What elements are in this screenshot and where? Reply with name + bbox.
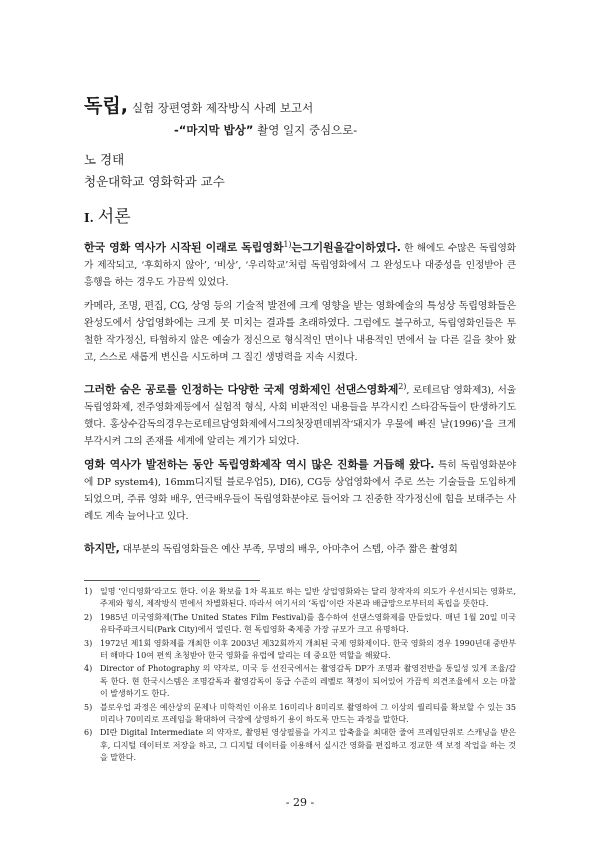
author-affiliation: 청운대학교 영화학과 교수 bbox=[84, 174, 225, 189]
footnote-text: 1985년 미국영화제(The United States Film Festival)를 흡수하여 선댄스영화제를 만들었다. 매년 1월 20일 미국 유타주파크시티(Park City)에서 열린다. 현 독립영화 축제중 가장 규모가 크고 유명하다. bbox=[100, 612, 516, 635]
title-rest: 실험 장편영화 제작방식 사례 보고서 bbox=[131, 101, 314, 115]
paragraph bbox=[84, 236, 516, 291]
footnote bbox=[84, 727, 516, 764]
paragraph bbox=[84, 456, 516, 525]
footnotes bbox=[84, 586, 516, 766]
footnote bbox=[84, 586, 516, 611]
footnote-divider bbox=[84, 580, 260, 581]
subtitle-rest: 촬영 일지 중심으로- bbox=[253, 123, 358, 137]
paragraph-body: 특히 독립영화분야에 DP system4), 16mm디지털 블로우업5), DI6), CG등 상업영화에서 주로 쓰는 기술들을 도입하게 되었으며, 주류 영화 배우, 연극배우들이 독립영화분야로 들어와 그 진중한 작가정신에 힘을 보태주는 사례도 계속 늘어나고 있다. bbox=[84, 460, 516, 522]
footnote bbox=[84, 663, 516, 700]
footnote-number: 1) bbox=[84, 587, 93, 596]
footnote-text: DI란 Digital Intermediate 의 약자로, 촬영된 영상필름을 가지고 압축율을 최대한 줄여 프레임단위로 스캐닝을 받은 후, 디지털 데이터로 저장을 하고, 그 디지털 데이터를 이용해서 실시간 영화를 편집하고 정교한 색 보정 작업을 하는 것을 말한다. bbox=[100, 728, 516, 763]
footnote bbox=[84, 612, 516, 637]
footnote-number: 6) bbox=[84, 728, 93, 738]
footnote-number: 2) bbox=[84, 612, 93, 622]
paragraph-lead: 하지만, bbox=[84, 542, 120, 555]
paragraph-body: 로테르담 영화제3), 서울독립영화제, 전주영화제등에서 실험적 형식, 사회 비판적인 내용들을 부각시킨 스타감독들이 탄생하기도 했다. 홍상수감독의경우는로테르담영화제에서그의첫장편데뷔작‘돼지가 우물에 빠진 날(1996)’을 크게 부각시켜 그의 존재를 세계에 알리는 계기가 되었다. bbox=[84, 385, 516, 448]
document-subtitle bbox=[174, 122, 357, 138]
page-number: - 29 - bbox=[285, 796, 315, 809]
footnote-text: 1972년 제1회 영화제를 개최한 이후 2003년 제32회까지 개최된 국제 영화제이다. 한국 영화의 경우 1990년대 중반부터 해마다 10여 편씩 초청받아 한국 영화를 유럽에 알리는 데 중요한 역할을 해왔다. bbox=[100, 638, 516, 661]
footnote-text: 일명 ‘인디영화’라고도 한다. 이윤 확보를 1차 목표로 하는 일반 상업영화와는 달리 창작자의 의도가 우선시되는 영화로, 주제와 형식, 제작방식 면에서 차별화된다. 따라서 여기서의 ‘독립’이란 자본과 배급망으로부터의 독립을 뜻한다. bbox=[100, 587, 516, 609]
footnote bbox=[84, 702, 516, 727]
section-title: 서론 bbox=[97, 207, 131, 227]
section-heading bbox=[84, 202, 131, 227]
section-number: I. bbox=[84, 211, 94, 225]
footnote-number: 3) bbox=[84, 638, 93, 648]
paragraph bbox=[84, 298, 516, 366]
footnote-ref: 1) bbox=[283, 239, 292, 249]
footnote-text: 블로우업 과정은 예산상의 문제나 미학적인 이유로 16미리나 8미리로 촬영하여 그 이상의 퀄리티를 확보할 수 있는 35미리나 70미리로 프레임을 확대하여 극장에 상영하기 용이 하도록 만드는 과정을 말한다. bbox=[100, 702, 516, 725]
title-main: 독립, bbox=[84, 95, 128, 117]
paragraph-lead-cont: , bbox=[406, 385, 410, 397]
subtitle-quote: -“마지막 밥상” bbox=[174, 123, 254, 137]
paragraph-lead: 그러한 숨은 공로를 인정하는 다양한 국제 영화제인 선댄스영화제 bbox=[84, 383, 399, 397]
footnote bbox=[84, 638, 516, 663]
author-name: 노 경태 bbox=[84, 152, 125, 167]
paragraph-body: 한 해에도 수많은 독립영화가 제작되고, ‘후회하지 않아’, ‘비상’, ‘우리학교’처럼 독립영화에서 그 완성도나 대중성을 인정받아 큰 흥행을 하는 경우도 가끔씩 있었다. bbox=[84, 243, 516, 289]
footnote-number: 5) bbox=[84, 702, 93, 712]
document-title bbox=[84, 95, 314, 117]
footnote-text: Director of Photography 의 약자로, 미국 등 선진국에서는 촬영감독 DP가 조명과 촬영전반을 통일성 있게 조율/감독 한다. 현 한국시스템은 조명감독과 촬영감독이 동급 수준의 레벨로 책정이 되어있어 가끔씩 의견조율에서 오는 마찰이 발생하기도 한다. bbox=[100, 664, 516, 699]
paragraph-lead-cont: 는그기원을같이하였다. bbox=[291, 241, 401, 255]
paragraph-lead: 영화 역사가 발전하는 동안 독립영화제작 역시 많은 진화를 거듭해 왔다. bbox=[84, 458, 435, 471]
paragraph-body: 대부분의 독립영화들은 예산 부족, 무명의 배우, 아마추어 스텝, 아주 짧은 촬영회 bbox=[119, 544, 458, 555]
paragraph-lead: 한국 영화 역사가 시작된 이래로 독립영화 bbox=[84, 241, 284, 255]
footnote-ref: 2) bbox=[398, 381, 407, 391]
paragraph bbox=[84, 378, 516, 450]
paragraph bbox=[84, 540, 516, 558]
paragraph-lead: 카메라, 조명, 편집, CG, 상영 등의 기술적 발전에 크게 영향을 받는 영화예술의 특성상 독립영화들은 완성도에서 상업영화에는 크게 못 미치는 결과를 초래하였다. bbox=[84, 301, 516, 329]
footnote-number: 4) bbox=[84, 664, 93, 674]
paragraph-body: 그럼에도 불구하고, 독립영화인들은 투철한 작가정신, 타협하지 않은 예술가 정신으로 형식적인 면이나 내용적인 면에서 늘 다른 길을 찾아 왔고, 스스로 새롭게 변신을 시도하며 그 질긴 생명력을 지속 시켰다. bbox=[84, 318, 516, 363]
